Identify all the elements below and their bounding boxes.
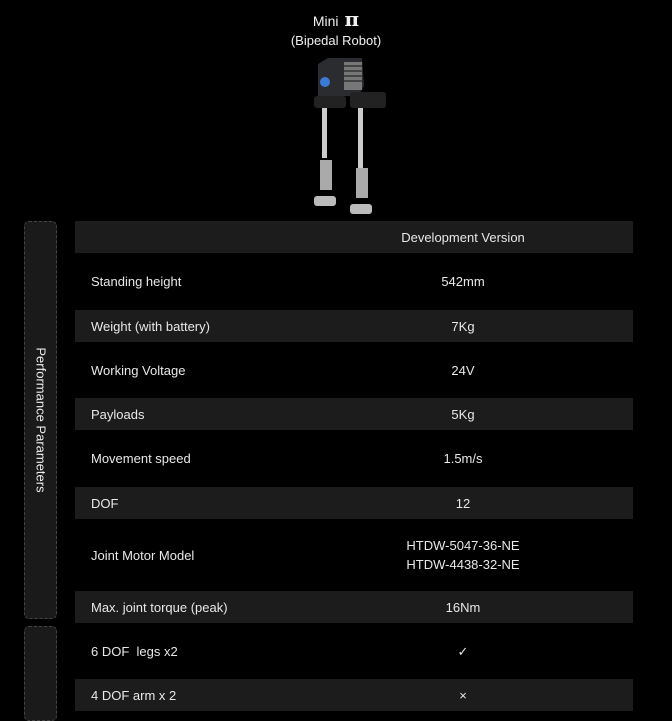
row-label: Max. joint torque (peak) (91, 599, 228, 615)
row-label: 6 DOF legs x2 (91, 643, 178, 659)
table-header (75, 221, 633, 253)
row-label: Weight (with battery) (91, 318, 210, 334)
robot-image (300, 56, 400, 220)
table-row (75, 519, 633, 591)
motor-model-1: HTDW-5047-36-NE (406, 538, 520, 553)
table-row (75, 342, 633, 398)
column-header-development-version: Development Version (401, 229, 525, 245)
row-value: 542mm (441, 274, 485, 289)
table-row (75, 430, 633, 487)
title-text: Mini (312, 13, 339, 29)
pi-symbol: π (344, 7, 360, 31)
row-value: 24V (451, 362, 475, 378)
row-value: 1.5m/s (443, 451, 483, 466)
table-row (75, 487, 633, 519)
cross-icon: × (459, 687, 467, 703)
section-label: Performance Parameters (33, 347, 48, 493)
row-value: 16Nm (445, 599, 481, 615)
table-row (75, 310, 633, 342)
table-row (75, 591, 633, 623)
motor-model-2: HTDW-4438-32-NE (406, 557, 520, 572)
table-row (75, 398, 633, 430)
row-label: Payloads (91, 406, 145, 422)
row-label: 4 DOF arm x 2 (91, 687, 177, 703)
product-title (0, 7, 672, 31)
row-value: 7Kg (451, 318, 475, 334)
row-label: Movement speed (91, 451, 191, 466)
row-value: 5Kg (451, 406, 475, 422)
table-row (75, 253, 633, 310)
row-label: Standing height (91, 274, 182, 289)
section-performance-parameters (24, 221, 57, 619)
row-value (363, 536, 563, 574)
section-configuration (24, 626, 57, 721)
row-label: Working Voltage (91, 362, 186, 378)
row-label: Joint Motor Model (91, 547, 195, 563)
table-row (75, 679, 633, 711)
table-row (75, 623, 633, 679)
row-label: DOF (91, 495, 119, 511)
check-icon: ✓ (457, 643, 469, 659)
row-value: 12 (455, 495, 471, 511)
product-subtitle: (Bipedal Robot) (290, 33, 382, 48)
